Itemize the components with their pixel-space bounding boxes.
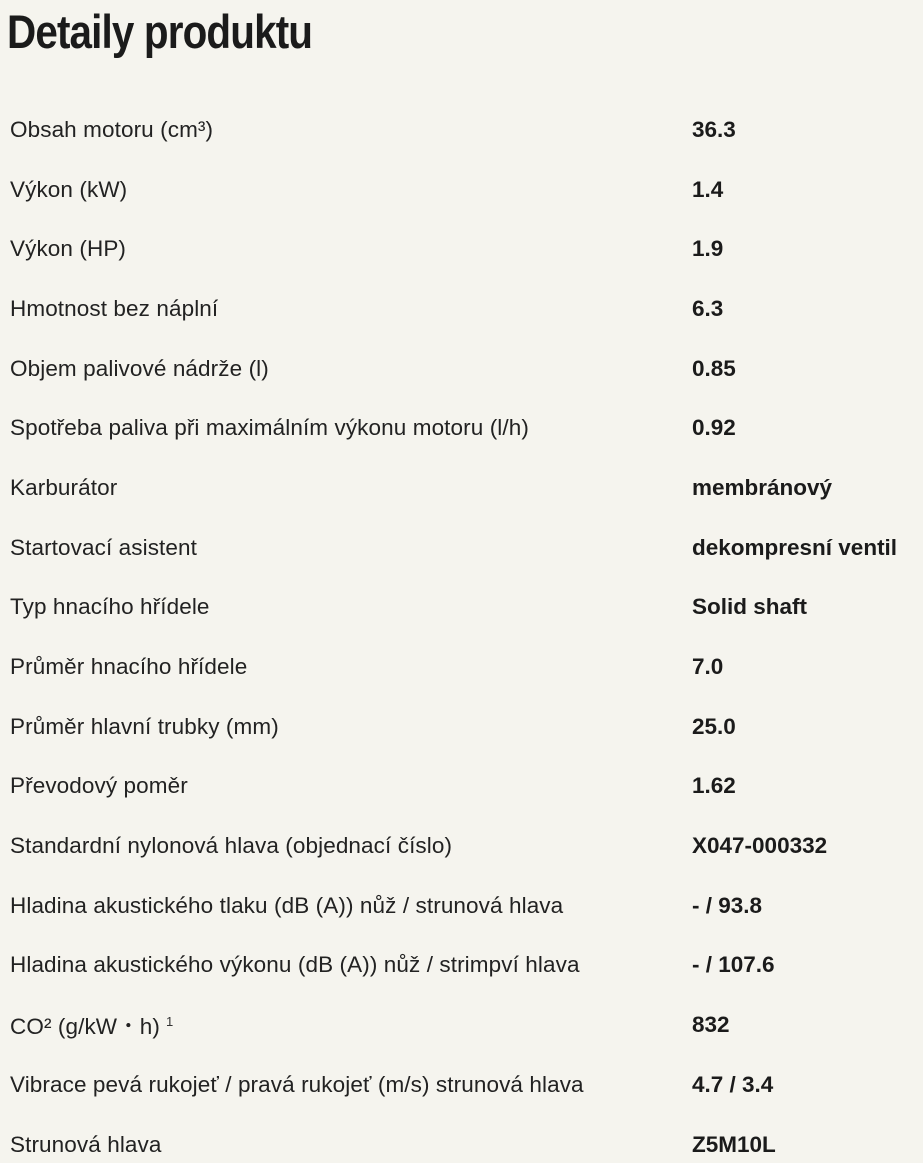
spec-row-power-hp xyxy=(10,219,923,279)
spec-label: Strunová hlava xyxy=(10,1131,162,1157)
spec-label: Standardní nylonová hlava (objednací číslo) xyxy=(10,833,453,859)
spec-label: Vibrace pevá rukojeť / pravá rukojeť (m/s) strunová hlava xyxy=(10,1071,584,1097)
spec-value: 1.62 xyxy=(692,773,736,799)
spec-row-start-assist xyxy=(10,518,923,578)
spec-value: 1.9 xyxy=(692,236,724,262)
spec-value: - / 107.6 xyxy=(692,952,775,978)
spec-label: Obsah motoru (cm³) xyxy=(10,116,214,142)
spec-table xyxy=(10,100,923,1163)
spec-label: Výkon (kW) xyxy=(10,176,128,202)
spec-value: dekompresní ventil xyxy=(692,534,898,560)
spec-row-drive-shaft-diameter xyxy=(10,637,923,697)
spec-row-sound-pressure xyxy=(10,876,923,936)
spec-value: 25.0 xyxy=(692,713,736,739)
spec-row-carburetor xyxy=(10,458,923,518)
footnote-marker: 1 xyxy=(165,1013,174,1029)
spec-value: - / 93.8 xyxy=(692,892,763,918)
spec-value: 0.85 xyxy=(692,355,736,381)
spec-value: 832 xyxy=(692,1012,730,1038)
spec-row-vibration xyxy=(10,1055,923,1115)
spec-row-co2 xyxy=(10,995,923,1055)
spec-label: Spotřeba paliva při maximálním výkonu motoru (l/h) xyxy=(10,415,529,441)
spec-label: Hladina akustického výkonu (dB (A)) nůž / strimpví hlava xyxy=(10,952,580,978)
spec-row-nylon-head xyxy=(10,816,923,876)
spec-value: membránový xyxy=(692,474,833,500)
spec-value: 0.92 xyxy=(692,415,736,441)
spec-row-gear-ratio xyxy=(10,757,923,817)
spec-value: Z5M10L xyxy=(692,1131,776,1157)
spec-row-fuel-consumption xyxy=(10,398,923,458)
spec-row-engine-displacement xyxy=(10,100,923,160)
spec-label: Startovací asistent xyxy=(10,534,197,560)
spec-row-dry-weight xyxy=(10,279,923,339)
spec-label: Průměr hnacího hřídele xyxy=(10,654,248,680)
spec-label xyxy=(10,1009,692,1041)
spec-row-trimmer-head xyxy=(10,1115,923,1163)
spec-label: Převodový poměr xyxy=(10,773,188,799)
spec-label: Průměr hlavní trubky (mm) xyxy=(10,713,279,739)
spec-label: Hmotnost bez náplní xyxy=(10,295,219,321)
spec-row-sound-power xyxy=(10,936,923,996)
spec-row-power-kw xyxy=(10,160,923,220)
spec-label: Typ hnacího hřídele xyxy=(10,594,210,620)
spec-label: Objem palivové nádrže (l) xyxy=(10,355,269,381)
spec-value: X047-000332 xyxy=(692,833,828,859)
spec-label-text: CO² (g/kW・h) xyxy=(10,1014,160,1040)
spec-label: Karburátor xyxy=(10,474,118,500)
spec-label: Hladina akustického tlaku (dB (A)) nůž / strunová hlava xyxy=(10,892,564,918)
spec-row-main-tube-diameter xyxy=(10,697,923,757)
spec-label: Výkon (HP) xyxy=(10,236,127,262)
spec-value: 7.0 xyxy=(692,654,724,680)
spec-value: 4.7 / 3.4 xyxy=(692,1071,774,1097)
spec-value: Solid shaft xyxy=(692,594,808,620)
spec-value: 1.4 xyxy=(692,176,724,202)
spec-row-drive-shaft-type xyxy=(10,578,923,638)
spec-row-fuel-tank xyxy=(10,339,923,399)
spec-value: 6.3 xyxy=(692,295,724,321)
spec-value: 36.3 xyxy=(692,116,736,142)
page-title: Detaily produktu xyxy=(7,5,313,58)
